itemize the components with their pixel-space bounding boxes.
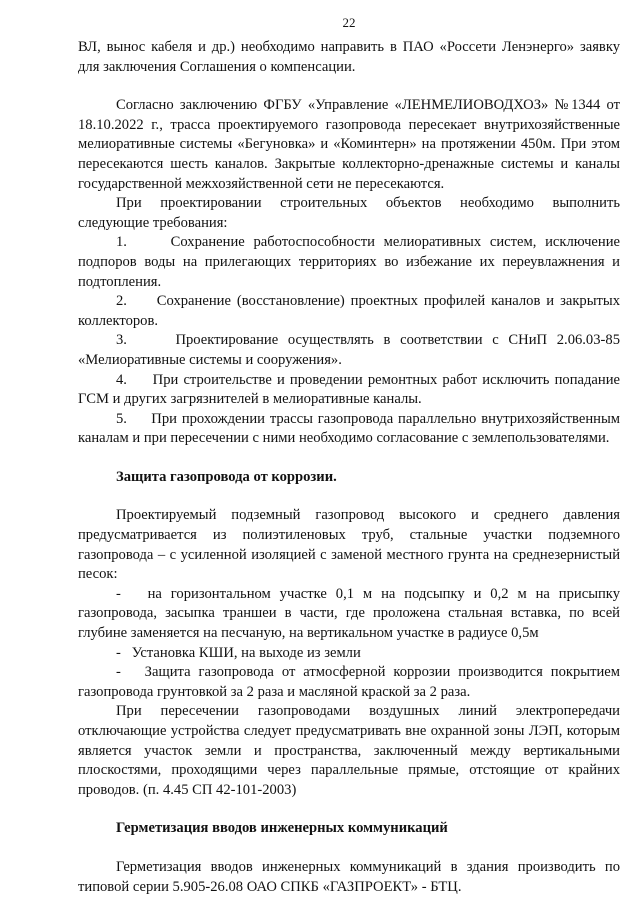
requirement-item-5: 5. При прохождении трассы газопровода параллельно внутрихозяйственным каналам и при пересечении с ними необходимо согласование с землепользователями. xyxy=(78,410,624,447)
section-heading-sealing: Герметизация вводов инженерных коммуникаций xyxy=(116,820,448,837)
requirement-item-2: 2. Сохранение (восстановление) проектных профилей каналов и закрытых коллекторов. xyxy=(78,293,624,329)
paragraph-requirements-lead: При проектировании строительных объектов необходимо выполнить следующие требования: xyxy=(78,195,620,231)
paragraph-power-lines-note: При пересечении газопроводами воздушных линий электропередачи отключающие устройства следует предусматривать вне охранной зоны ЛЭП, которым является участок земли и пространства, заключенный между вертикальными плоскостями, проходящими через параллельные прямые, отстоящие от крайних проводов. (п. 4.45 СП 42-101-2003) xyxy=(78,703,620,798)
paragraph-corrosion-intro: Проектируемый подземный газопровод высокого и среднего давления предусматривается из полиэтиленовых труб, стальные участки подземного газопровода – с усиленной изоляцией с заменой местного грунта на среднезернистый песок: xyxy=(78,507,620,583)
bullet-item-1: - на горизонтальном участке 0,1 м на подсыпку и 0,2 м на присыпку газопровода, засыпка траншеи в части, где проложена стальная вставка, по всей глубине заменяется на песчаную, на вертикальном участке в радиусе 0,5м xyxy=(78,585,624,642)
spacer xyxy=(78,839,620,858)
spacer xyxy=(78,487,620,506)
bullet-item-2: - Установка КШИ, на выходе из земли xyxy=(116,644,361,661)
spacer xyxy=(78,800,620,819)
section-heading-corrosion: Защита газопровода от коррозии. xyxy=(116,468,337,485)
requirement-item-3: 3. Проектирование осуществлять в соответствии с СНиП 2.06.03-85 «Мелиоративные системы и сооружения». xyxy=(78,332,624,368)
spacer xyxy=(78,449,620,468)
requirement-item-4: 4. При строительстве и проведении ремонтных работ исключить попадание ГСМ и других загрязнителей в мелиоративные каналы. xyxy=(78,371,624,408)
paragraph-top: ВЛ, вынос кабеля и др.) необходимо направить в ПАО «Россети Ленэнерго» заявку для заключения Соглашения о компенсации. xyxy=(78,39,620,75)
paragraph-sealing-text: Герметизация вводов инженерных коммуникаций в здания производить по типовой серии 5.905-26.08 ОАО СПКБ «ГАЗПРОЕКТ» - БТЦ. xyxy=(78,858,620,895)
requirement-item-1: 1. Сохранение работоспособности мелиоративных систем, исключение подпоров воды на прилегающих территориях во избежание их переувлажнения и подтопления. xyxy=(78,234,624,290)
paragraph-melioration-intro: Согласно заключению ФГБУ «Управление «ЛЕНМЕЛИОВОДХОЗ» №1344 от 18.10.2022 г., трасса проектируемого газопровода пересекает внутрихозяйственные мелиоративные системы «Бегуновка» и «Коминтерн» на протяжении 450м. При этом пересекаются шесть каналов. Закрытые коллекторно-дренажные системы и каналы государственной межхозяйственной сети не пересекаются. xyxy=(78,97,620,192)
bullet-item-3: - Защита газопровода от атмосферной коррозии производится покрытием газопровода грунтовкой за 2 раза и масляной краской за 2 раза. xyxy=(78,664,624,700)
page-number: 22 xyxy=(342,15,356,30)
spacer xyxy=(78,77,620,96)
